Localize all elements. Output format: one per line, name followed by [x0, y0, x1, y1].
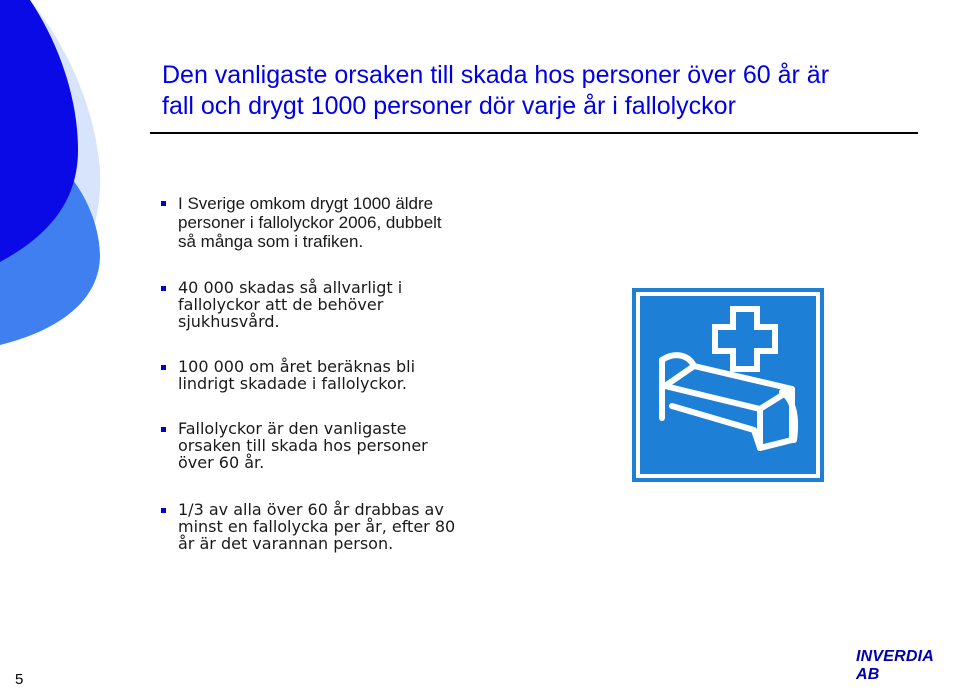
- bullet-text-line: 40 000 skadas så allvarligt i: [178, 278, 403, 297]
- list-item: [160, 279, 560, 330]
- page-number: 5: [15, 671, 24, 688]
- list-item: [160, 501, 560, 552]
- title-line: Den vanligaste orsaken till skada hos personer över 60 år är: [162, 61, 830, 89]
- bullet-text-line: minst en fallolycka per år, efter 80: [178, 517, 456, 536]
- bullet-text-line: över 60 år.: [178, 453, 265, 472]
- company-logo: INVERDIA AB: [856, 648, 934, 683]
- bullet-text-line: 100 000 om året beräknas bli: [178, 357, 416, 376]
- bullet-text-line: I Sverige omkom drygt 1000 äldre: [178, 194, 434, 213]
- bullet-text-line: personer i fallolyckor 2006, dubbelt: [178, 213, 442, 232]
- square-bullet-icon: [161, 508, 166, 513]
- bullet-text-line: 1/3 av alla över 60 år drabbas av: [178, 500, 444, 519]
- bullet-text-line: år är det varannan person.: [178, 534, 394, 553]
- bullet-text-line: orsaken till skada hos personer: [178, 436, 428, 455]
- bullet-text-line: Fallolyckor är den vanligaste: [178, 419, 407, 438]
- list-item: [160, 420, 560, 471]
- bullet-text-line: fallolyckor att de behöver: [178, 295, 384, 314]
- square-bullet-icon: [161, 201, 166, 206]
- list-item: [160, 358, 560, 392]
- bullet-list: [160, 194, 560, 552]
- title-divider: [150, 132, 918, 134]
- square-bullet-icon: [161, 365, 166, 370]
- slide-title: [162, 60, 922, 122]
- bullet-text-line: så många som i trafiken.: [178, 232, 364, 251]
- corner-decoration: [0, 0, 160, 360]
- title-line: fall och drygt 1000 personer dör varje år i fallolyckor: [162, 92, 736, 120]
- bullet-text-line: lindrigt skadade i fallolyckor.: [178, 374, 407, 393]
- square-bullet-icon: [161, 427, 166, 432]
- bullet-text-line: sjukhusvård.: [178, 312, 280, 331]
- square-bullet-icon: [161, 286, 166, 291]
- list-item: [160, 194, 560, 251]
- hospital-bed-sign-icon: [632, 288, 824, 482]
